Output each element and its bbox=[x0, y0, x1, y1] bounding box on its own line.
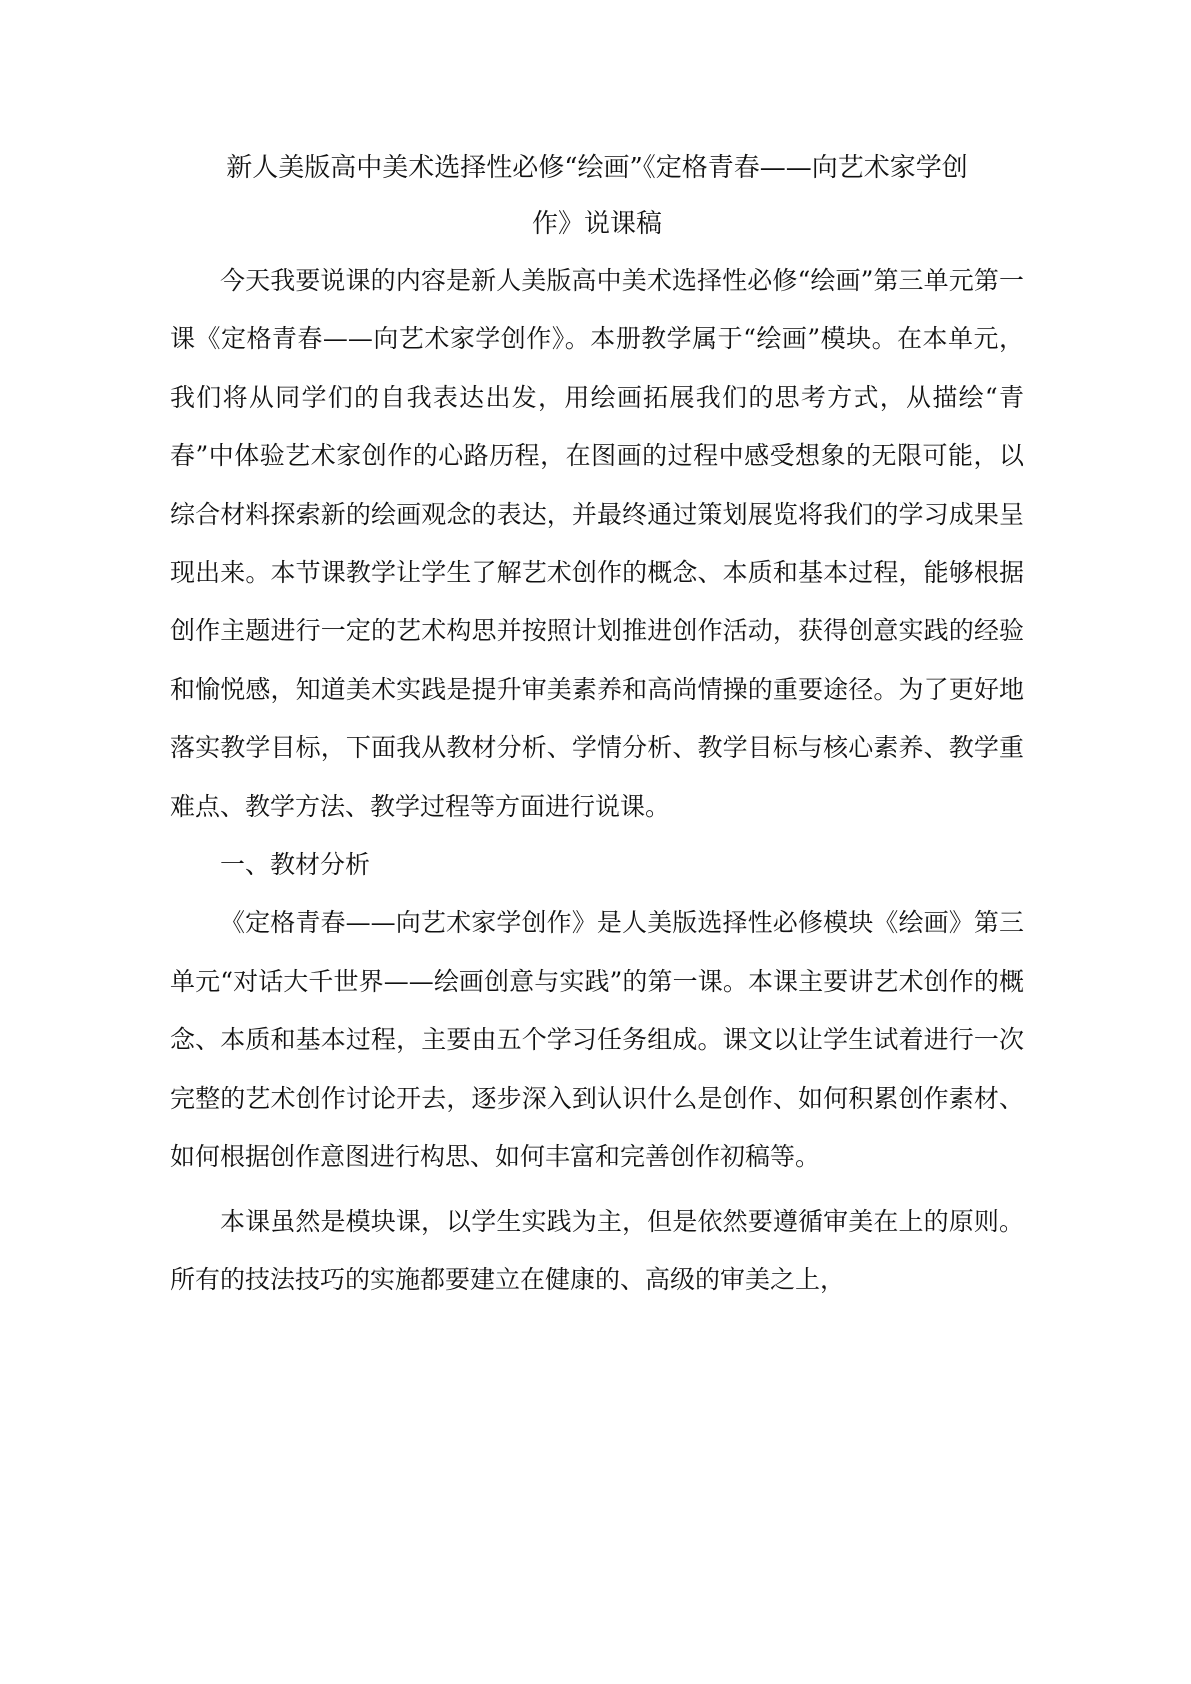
intro-paragraph: 今天我要说课的内容是新人美版高中美术选择性必修“绘画”第三单元第一课《定格青春——向艺术家学创作》。本册教学属于“绘画”模块。在本单元，我们将从同学们的自我表达出发，用绘画拓展我们的思考方式，从描绘“青春”中体验艺术家创作的心路历程，在图画的过程中感受想象的无限可能，以综合材料探索新的绘画观念的表达，并最终通过策划展览将我们的学习成果呈现出来。本节课教学让学生了解艺术创作的概念、本质和基本过程，能够根据创作主题进行一定的艺术构思并按照计划推进创作活动，获得创意实践的经验和愉悦感，知道美术实践是提升审美素养和高尚情操的重要途径。为了更好地落实教学目标，下面我从教材分析、学情分析、教学目标与核心素养、教学重难点、教学方法、教学过程等方面进行说课。 bbox=[170, 266, 1024, 821]
title-line-1: 新人美版高中美术选择性必修“绘画”《定格青春——向艺术家学创 bbox=[226, 153, 968, 183]
aesthetic-principle-paragraph: 本课虽然是模块课，以学生实践为主，但是依然要遵循审美在上的原则。所有的技法技巧的实施都要建立在健康的、高级的审美之上， bbox=[170, 1206, 1024, 1294]
title-line-2: 作》说课稿 bbox=[531, 209, 662, 239]
document-title bbox=[170, 140, 1024, 252]
section-heading-textbook-analysis: 一、教材分析 bbox=[220, 850, 371, 880]
document-body bbox=[170, 252, 1024, 1309]
textbook-analysis-paragraph: 《定格青春——向艺术家学创作》是人美版选择性必修模块《绘画》第三单元“对话大千世界——绘画创意与实践”的第一课。本课主要讲艺术创作的概念、本质和基本过程，主要由五个学习任务组成。课文以让学生试着进行一次完整的艺术创作讨论开去，逐步深入到认识什么是创作、如何积累创作素材、如何根据创作意图进行构思、如何丰富和完善创作初稿等。 bbox=[170, 908, 1024, 1172]
